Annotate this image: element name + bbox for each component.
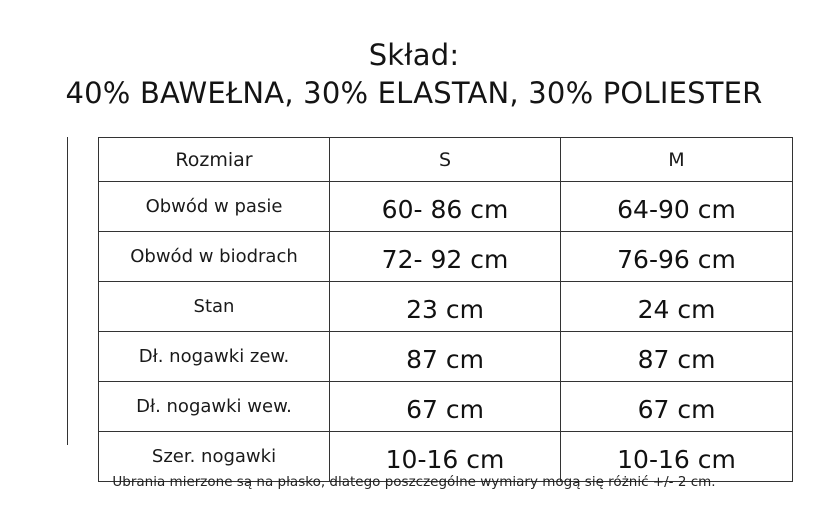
row-label-inseam: Dł. nogawki wew.: [99, 382, 330, 432]
vertical-divider: [67, 137, 68, 445]
table-header-row: [99, 138, 793, 182]
value-rise-s: 23 cm: [330, 282, 561, 332]
value-outseam-s: 87 cm: [330, 332, 561, 382]
value-inseam-m: 67 cm: [561, 382, 793, 432]
composition-heading: Skład:: [368, 38, 460, 72]
table-row: [99, 282, 793, 332]
measurement-note: Ubrania mierzone są na płasko, dlatego poszczególne wymiary mogą się różnić +/- 2 cm.: [112, 474, 716, 490]
row-label-hips: Obwód w biodrach: [99, 232, 330, 282]
table-row: [99, 382, 793, 432]
value-hips-s: 72- 92 cm: [330, 232, 561, 282]
value-hips-m: 76-96 cm: [561, 232, 793, 282]
size-table: [98, 137, 793, 482]
header-size-m: M: [561, 138, 793, 182]
row-label-waist: Obwód w pasie: [99, 182, 330, 232]
composition-materials: 40% BAWEŁNA, 30% ELASTAN, 30% POLIESTER: [65, 76, 763, 110]
value-leg-width-m: 10-16 cm: [561, 432, 793, 482]
value-leg-width-s: 10-16 cm: [330, 432, 561, 482]
table-row: [99, 232, 793, 282]
value-waist-m: 64-90 cm: [561, 182, 793, 232]
value-inseam-s: 67 cm: [330, 382, 561, 432]
row-label-outseam: Dł. nogawki zew.: [99, 332, 330, 382]
value-waist-s: 60- 86 cm: [330, 182, 561, 232]
table-row: [99, 182, 793, 232]
header-size-s: S: [330, 138, 561, 182]
table-row: [99, 332, 793, 382]
value-outseam-m: 87 cm: [561, 332, 793, 382]
value-rise-m: 24 cm: [561, 282, 793, 332]
header-size: Rozmiar: [99, 138, 330, 182]
row-label-rise: Stan: [99, 282, 330, 332]
row-label-leg-width: Szer. nogawki: [99, 432, 330, 482]
